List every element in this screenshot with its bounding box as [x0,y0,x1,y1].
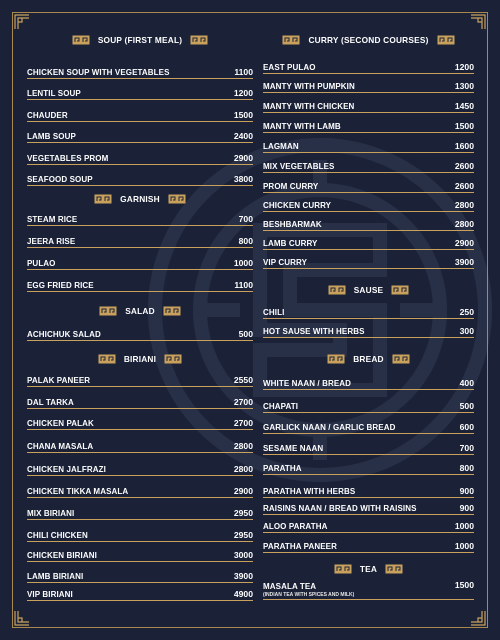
greek-key-ornament-icon [94,194,112,204]
item-name: CHAUDER [27,111,68,120]
item-price: 1100 [234,280,253,290]
section-heading-sause [263,283,474,297]
menu-item [27,461,253,476]
item-name: BESHBARMAK [263,220,322,229]
item-name: PULAO [27,259,56,268]
menu-item [263,138,474,153]
item-name: PARATHA WITH HERBS [263,487,356,496]
item-price: 900 [459,486,474,496]
greek-key-ornament-icon [282,35,300,45]
menu-item [263,578,474,600]
item-price: 1000 [454,521,474,531]
menu-item [263,304,474,319]
menu-item [27,64,253,79]
item-price: 2600 [454,181,474,191]
menu-item [27,568,253,583]
item-name: LAGMAN [263,142,299,151]
item-name: MANTY WITH LAMB [263,122,341,131]
item-price: 2900 [233,486,253,496]
item-price: 2400 [233,131,253,141]
item-name: MIX VEGETABLES [263,162,335,171]
item-price: 250 [459,307,474,317]
item-price: 400 [459,378,474,388]
item-price: 800 [238,236,253,246]
item-price: 1200 [233,88,253,98]
item-price: 1100 [234,67,253,77]
item-name: STEAM RICE [27,215,78,224]
item-name: VEGETABLES PROM [27,154,109,163]
item-name: EGG FRIED RICE [27,281,94,290]
item-price: 2800 [233,464,253,474]
menu-item [27,85,253,100]
menu-item [263,216,474,231]
item-name: MANTY WITH PUMPKIN [263,82,355,91]
greek-key-ornament-icon [391,285,409,295]
item-price: 3000 [233,550,253,560]
section-heading-soup [27,33,253,47]
item-price: 1200 [454,62,474,72]
item-name: CHILI CHICKEN [27,531,88,540]
item-price: 2800 [454,200,474,210]
item-name: SEAFOOD SOUP [27,175,93,184]
item-name: ACHICHUK SALAD [27,330,101,339]
greek-key-ornament-icon [168,194,186,204]
item-price: 700 [238,214,253,224]
section-title: SAUSE [353,285,384,295]
menu-item [263,440,474,455]
item-price: 300 [459,326,474,336]
item-name: VIP BIRIANI [27,590,73,599]
item-description: (INDIAN TEA WITH SPICES AND MILK) [263,592,355,598]
item-name: CHAPATI [263,402,299,411]
item-name: PARATHA PANEER [263,542,337,551]
menu-item [263,98,474,113]
menu-item [263,323,474,338]
item-price: 1500 [454,121,474,131]
greek-key-ornament-icon [385,564,403,574]
corner-scroll-icon [470,14,486,30]
item-price: 1500 [454,580,474,590]
menu-item [27,372,253,387]
menu-item [27,415,253,430]
menu-item [27,233,253,248]
menu-item [263,78,474,93]
item-price: 2950 [233,530,253,540]
item-name: CHICKEN PALAK [27,419,94,428]
menu-item [263,419,474,434]
menu-item [27,527,253,542]
menu-item [27,150,253,165]
item-name: LAMB CURRY [263,239,318,248]
item-name: EAST PULAO [263,63,316,72]
item-price: 800 [459,463,474,473]
section-title: SALAD [125,306,155,316]
menu-item [263,118,474,133]
menu-item [27,394,253,409]
section-title: CURRY (SECOND COURSES) [308,35,429,45]
menu-item [27,255,253,270]
item-name: LAMB BIRIANI [27,572,84,581]
item-name: HOT SAUSE WITH HERBS [263,327,365,336]
item-name: PALAK PANEER [27,376,91,385]
item-name: PARATHA [263,464,302,473]
item-price: 3900 [454,257,474,267]
item-name: MANTY WITH CHICKEN [263,102,355,111]
item-price: 4900 [233,589,253,599]
item-name: SESAME NAAN [263,444,324,453]
item-price: 900 [459,503,474,513]
greek-key-ornament-icon [190,35,208,45]
greek-key-ornament-icon [327,354,345,364]
corner-scroll-icon [470,610,486,626]
item-price: 700 [459,443,474,453]
item-price: 3800 [233,174,253,184]
section-title: SOUP (FIRST MEAL) [97,35,183,45]
greek-key-ornament-icon [98,354,116,364]
section-heading-bread [263,352,474,366]
item-price: 1300 [454,81,474,91]
menu-item [263,158,474,173]
item-price: 500 [238,329,253,339]
menu-item [27,438,253,453]
menu-item [263,178,474,193]
menu-item [263,59,474,74]
menu-item [27,128,253,143]
menu-item [27,326,253,341]
section-title: BREAD [353,354,384,364]
menu-item [27,547,253,562]
item-name: RAISINS NAAN / BREAD WITH RAISINS [263,504,417,513]
item-name: CHILI [263,308,285,317]
item-name: CHICKEN JALFRAZI [27,465,106,474]
menu-item [27,171,253,186]
item-name: CHANA MASALA [27,442,94,451]
greek-key-ornament-icon [164,354,182,364]
menu-item [27,586,253,601]
item-name: CHICKEN CURRY [263,201,332,210]
item-price: 2900 [233,153,253,163]
greek-key-ornament-icon [99,306,117,316]
item-name: LAMB SOUP [27,132,76,141]
greek-key-ornament-icon [437,35,455,45]
menu-item [263,460,474,475]
menu-item [263,398,474,413]
item-price: 500 [459,401,474,411]
menu-item [27,107,253,122]
greek-key-ornament-icon [392,354,410,364]
section-heading-garnish [27,192,253,206]
menu-item [263,518,474,533]
item-price: 2700 [233,397,253,407]
menu-item [27,483,253,498]
item-name: CHICKEN TIKKA MASALA [27,487,129,496]
item-price: 2950 [233,508,253,518]
item-name: LENTIL SOUP [27,89,81,98]
greek-key-ornament-icon [328,285,346,295]
menu-item [263,483,474,498]
item-name: JEERA RISE [27,237,76,246]
item-name: CHICKEN SOUP WITH VEGETABLES [27,68,170,77]
menu-item [27,505,253,520]
item-name: CHICKEN BIRIANI [27,551,97,560]
item-name: MASALA TEA [263,582,317,591]
section-heading-tea [263,562,474,576]
item-name: GARLICK NAAN / GARLIC BREAD [263,423,396,432]
item-name: MIX BIRIANI [27,509,75,518]
item-price: 600 [459,422,474,432]
menu-item [263,235,474,250]
item-price: 2900 [454,238,474,248]
section-heading-biriani [27,352,253,366]
corner-scroll-icon [14,610,30,626]
section-heading-curry [263,33,474,47]
item-price: 2600 [454,161,474,171]
greek-key-ornament-icon [163,306,181,316]
item-price: 3900 [233,571,253,581]
item-price: 2550 [233,375,253,385]
greek-key-ornament-icon [72,35,90,45]
item-name: WHITE NAAN / BREAD [263,379,352,388]
menu-item [263,500,474,515]
item-price: 1600 [454,141,474,151]
menu-item [263,538,474,553]
item-price: 2700 [233,418,253,428]
item-price: 2800 [454,219,474,229]
section-heading-salad [27,304,253,318]
item-price: 2800 [233,441,253,451]
item-name: ALOO PARATHA [263,522,328,531]
item-name: PROM CURRY [263,182,319,191]
item-name: DAL TARKA [27,398,74,407]
item-price: 1450 [454,101,474,111]
section-title: BIRIANI [123,354,157,364]
menu-item [27,211,253,226]
item-price: 1000 [454,541,474,551]
item-name: VIP CURRY [263,258,308,267]
menu-item [263,254,474,269]
item-price: 1000 [233,258,253,268]
greek-key-ornament-icon [334,564,352,574]
menu-item [263,375,474,390]
menu-item [263,197,474,212]
corner-scroll-icon [14,14,30,30]
section-title: GARNISH [120,194,160,204]
item-price: 1500 [233,110,253,120]
section-title: TEA [359,564,378,574]
menu-item [27,277,253,292]
